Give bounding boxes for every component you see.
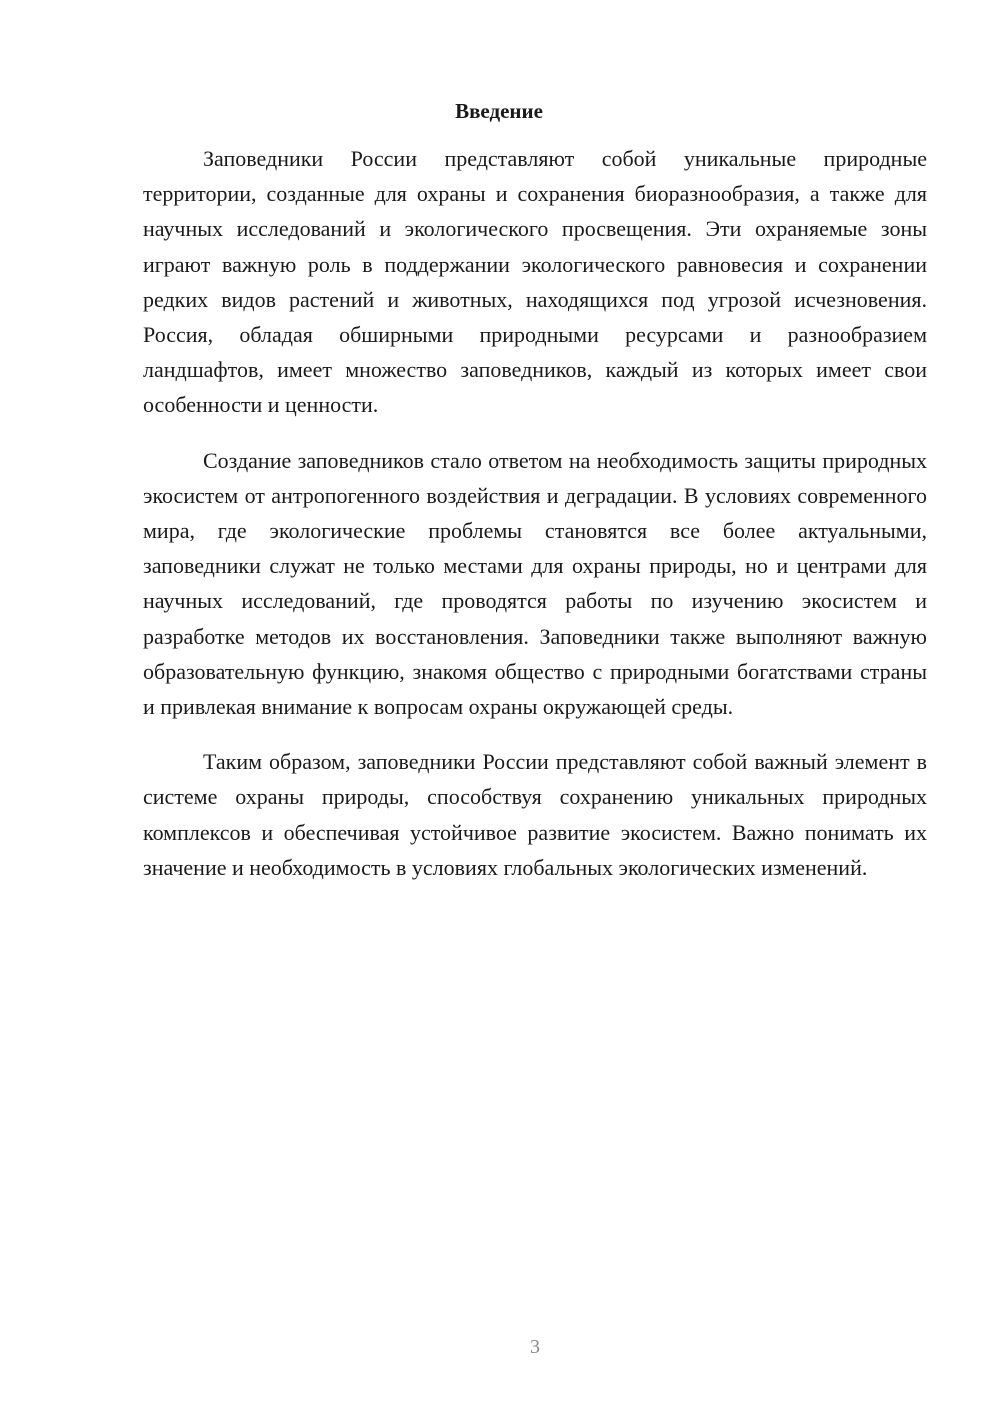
paragraph-1: Заповедники России представляют собой уникальные природные территории, созданные для охраны и сохранения биоразнообразия, а также для научных исследований и экологического просвещения. Эти охраняемые зоны играют важную роль в поддержании экологического равновесия и сохранении редких видов растений и животных, находящихся под угрозой исчезновения. Россия, обладая обширными природными ресурсами и разнообразием ландшафтов, имеет множество заповедников, каждый из которых имеет свои особенности и ценности. [143, 146, 927, 418]
page-content [143, 95, 927, 885]
paragraph-2: Создание заповедников стало ответом на необходимость защиты природных экосистем от антропогенного воздействия и деградации. В условиях современного мира, где экологические проблемы становятся все более актуальными, заповедники служат не только местами для охраны природы, но и центрами для научных исследований, где проводятся работы по изучению экосистем и разработке методов их восстановления. Заповедники также выполняют важную образовательную функцию, знакомя общество с природными богатствами страны и привлекая внимание к вопросам охраны окружающей среды. [143, 447, 927, 720]
section-title: Введение [455, 99, 543, 123]
page-number: 3 [530, 1336, 540, 1358]
paragraph-3: Таким образом, заповедники России представляют собой важный элемент в системе охраны природы, способствуя сохранению уникальных природных комплексов и обеспечивая устойчивое развитие экосистем. Важно понимать их значение и необходимость в условиях глобальных экологических изменений. [143, 749, 927, 880]
